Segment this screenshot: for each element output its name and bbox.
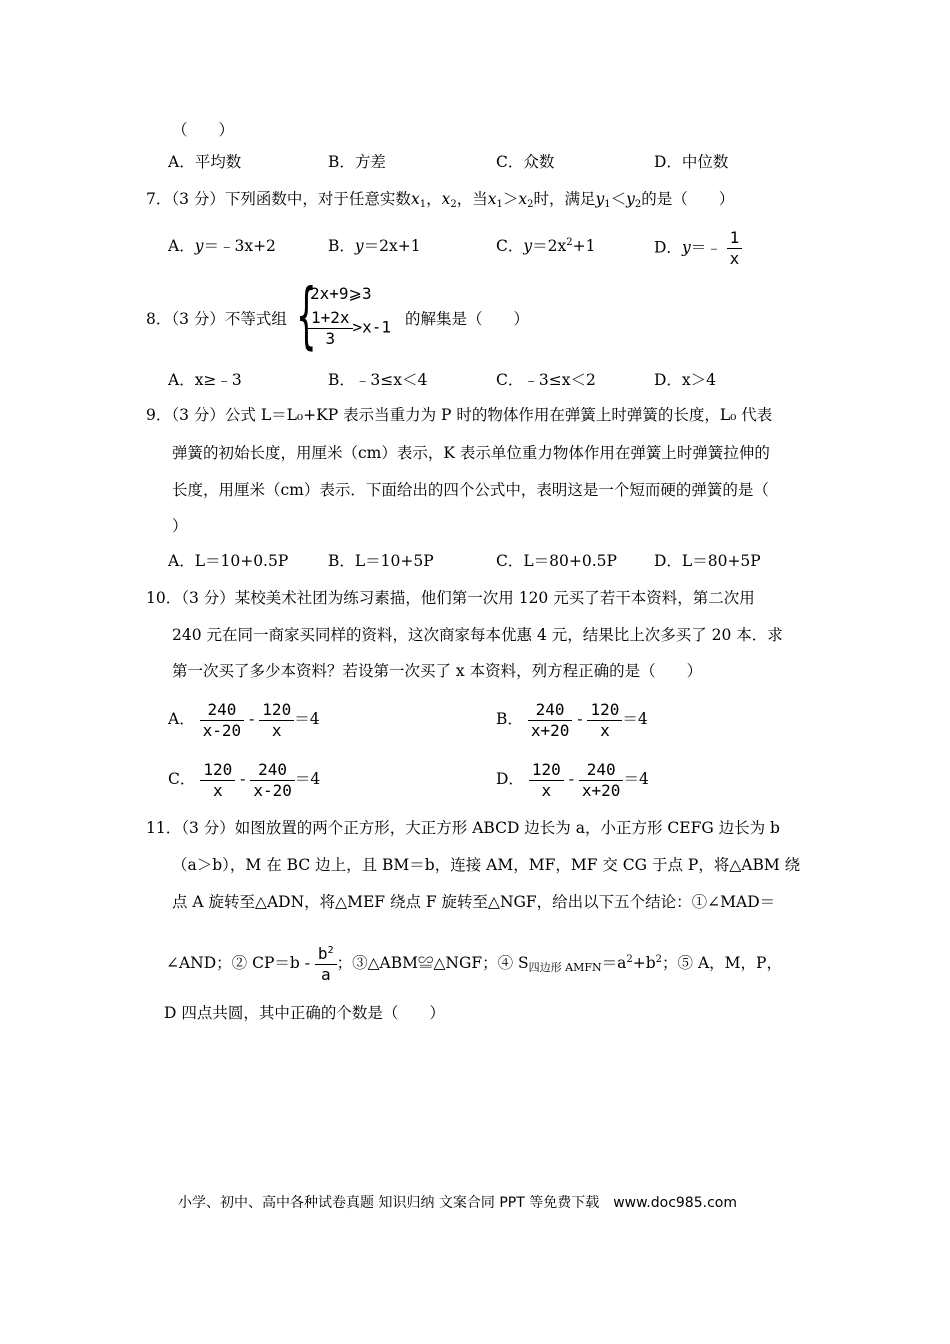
q8-option-d: D．x＞4 [654, 371, 717, 389]
q7-option-a [168, 236, 276, 256]
q11-line-2: （a＞b），M 在 BC 边上，且 BM＝b，连接 AM，MF，MF 交 CG 于点 P，将△ABM 绕 [172, 856, 801, 874]
numerator: 120 [529, 760, 564, 781]
q10-option-b [496, 698, 648, 741]
q7-option-c [496, 236, 595, 256]
fraction [315, 944, 337, 985]
minus: - [240, 770, 246, 788]
numerator: 120 [259, 700, 294, 721]
numerator: 240 [528, 700, 573, 721]
var-y: y [626, 190, 635, 208]
denominator: x+20 [581, 780, 621, 800]
q6-option-b: B．方差 [328, 153, 386, 171]
q7-option-d [654, 228, 742, 269]
denominator: x [271, 720, 282, 740]
q7-tail: 的是（ ） [641, 190, 735, 208]
q10-line-3: 第一次买了多少本资料？若设第一次买了 x 本资料，列方程正确的是（ ） [172, 662, 703, 680]
q10-line-2: 240 元在同一商家买同样的资料，这次商家每本优惠 4 元，结果比上次多买了 20 本．求 [172, 626, 783, 644]
var-x: x [410, 190, 420, 208]
superscript: 2 [655, 954, 663, 965]
q7-option-b [328, 236, 421, 256]
q11-line-4 [166, 938, 782, 988]
q11-line-5: D 四点共圆，其中正确的个数是（ ） [164, 1004, 445, 1022]
q10-option-c [168, 758, 320, 801]
q8-stem-start [146, 309, 287, 329]
q11-line-3: 点 A 旋转至△ADN，将△MEF 绕点 F 旋转至△NGF，给出以下五个结论：①∠MAD＝ [172, 893, 776, 911]
q8-text: 不等式组 [224, 310, 287, 328]
var-y: y [194, 237, 204, 255]
q8-inequality-2 [308, 308, 391, 349]
option-label: A． [168, 237, 195, 255]
q7-score: （3 分） [171, 190, 225, 208]
fraction [200, 700, 245, 741]
denominator: x+20 [530, 720, 570, 740]
option-label: B． [496, 710, 523, 728]
q7-then: 时，满足 [533, 190, 596, 208]
sub: 2 [634, 199, 642, 210]
denominator: 3 [325, 329, 336, 348]
q9-line-3: 长度，用厘米（cm）表示．下面给出的四个公式中，表明这是一个短而硬的弹簧的是（ [172, 481, 769, 499]
q9-option-d: D．L＝80+5P [654, 552, 761, 570]
fraction [200, 760, 235, 801]
option-label: B． [328, 237, 355, 255]
option-label: C． [168, 770, 196, 788]
sub: 1 [604, 199, 611, 210]
q8-tail: 的解集是（ ） [405, 310, 530, 328]
fraction [727, 228, 743, 269]
q8-option-a: A．x≥﹣3 [168, 371, 242, 389]
denominator: x [212, 780, 223, 800]
var-y: y [681, 238, 691, 257]
q10-number: 10． [146, 589, 182, 607]
numerator: 240 [250, 760, 295, 781]
q6-option-c: C．众数 [496, 153, 555, 171]
sub: 1 [496, 199, 503, 210]
q11-text: +b [632, 954, 656, 972]
minus: - [249, 710, 255, 728]
var-y: y [523, 237, 533, 255]
inequality-rest: >x-1 [352, 317, 392, 337]
var-x: x [441, 190, 451, 208]
q10-score: （3 分） [181, 589, 235, 607]
q11-text: ＝a [601, 954, 627, 972]
option-expr: ＝2x [532, 237, 567, 255]
q6-option-d: D．中位数 [654, 153, 729, 171]
fraction [528, 700, 573, 741]
q9-option-c: C．L＝80+0.5P [496, 552, 617, 570]
fraction [250, 760, 295, 801]
subscript: 四边形 AMFN [528, 961, 602, 974]
q8-option-b: B．﹣3≤x＜4 [328, 371, 428, 389]
numerator: 240 [200, 700, 245, 721]
option-label: D． [654, 238, 682, 257]
var-x: x [487, 190, 497, 208]
page-footer: 小学、初中、高中各种试卷真题 知识归纳 文案合同 PPT 等免费下载 www.doc985.com [178, 1195, 737, 1211]
q11-line-1 [146, 818, 780, 838]
q10-line-1 [146, 588, 755, 608]
fraction [529, 760, 564, 801]
numerator [315, 944, 337, 965]
q8-score: （3 分） [171, 310, 225, 328]
q7-stem [146, 189, 734, 209]
sub: 2 [450, 199, 457, 210]
option-expr: ＝﹣ [690, 238, 722, 257]
q6-paren: （ ） [172, 121, 235, 139]
brace-icon: { [296, 273, 317, 357]
comma: ， [426, 190, 442, 208]
q7-when: ，当 [456, 190, 488, 208]
denominator: x [600, 720, 610, 740]
sub: 2 [527, 199, 534, 210]
denominator: x [541, 780, 552, 800]
numerator: 1+2x [308, 308, 353, 329]
option-expr: ＝﹣3x+2 [203, 237, 276, 255]
superscript: 2 [566, 237, 573, 248]
option-label: D． [496, 770, 524, 788]
superscript: 2 [626, 954, 633, 965]
q9-line-2: 弹簧的初始长度，用厘米（cm）表示，K 表示单位重力物体作用在弹簧上时弹簧拉伸的 [172, 444, 770, 462]
q8-inequality-1: 2x+9⩾3 [310, 284, 372, 303]
denominator: x [729, 249, 740, 268]
q7-text: 下列函数中，对于任意实数 [224, 190, 411, 208]
fraction [308, 308, 353, 349]
lt: ＜ [610, 190, 627, 208]
q9-line-1 [146, 405, 772, 425]
q9-score: （3 分） [171, 406, 225, 424]
q10-text: 某校美术社团为练习素描，他们第一次用 120 元买了若干本资料，第二次用 [234, 589, 755, 607]
minus: - [568, 770, 574, 788]
fraction [259, 700, 294, 741]
fraction [587, 700, 622, 741]
var-x: x [518, 190, 528, 208]
q9-line-4: ） [172, 517, 188, 535]
q9-option-b: B．L＝10+5P [328, 552, 434, 570]
numerator: 240 [579, 760, 624, 781]
q8-option-c: C．﹣3≤x＜2 [496, 371, 596, 389]
var-y: y [595, 190, 605, 208]
q7-number: 7． [146, 190, 172, 208]
denominator: x-20 [202, 720, 242, 740]
q9-number: 9． [146, 406, 172, 424]
option-label: A． [168, 710, 195, 728]
equals-4: ＝4 [623, 770, 649, 788]
option-expr: ＝2x+1 [363, 237, 421, 255]
denominator: x-20 [253, 780, 292, 800]
q10-option-d [496, 758, 649, 801]
numerator: 1 [727, 228, 743, 249]
equals-4: ＝4 [622, 710, 648, 728]
q11-text: ∠AND；② CP＝b - [166, 954, 310, 972]
superscript: 2 [327, 944, 334, 956]
gt: ＞ [502, 190, 519, 208]
q11-text: ；③△ABM≌△NGF；④ S [336, 954, 529, 972]
numerator: 120 [200, 760, 235, 781]
q9-text: 公式 L＝L₀+KP 表示当重力为 P 时的物体作用在弹簧上时弹簧的长度，L₀ 代表 [224, 406, 773, 424]
q10-option-a [168, 698, 320, 741]
q11-text: 如图放置的两个正方形，大正方形 ABCD 边长为 a，小正方形 CEFG 边长为 b [234, 819, 780, 837]
equals-4: ＝4 [294, 770, 321, 788]
option-expr: +1 [572, 237, 596, 255]
sub: 1 [419, 199, 427, 210]
var-y: y [354, 237, 364, 255]
q6-option-a: A．平均数 [168, 153, 242, 171]
minus: - [577, 710, 583, 728]
fraction [579, 760, 624, 801]
q9-option-a: A．L＝10+0.5P [168, 552, 289, 570]
q8-number: 8． [146, 310, 172, 328]
option-label: C． [496, 237, 524, 255]
q11-number: 11． [146, 819, 182, 837]
equals-4: ＝4 [294, 710, 320, 728]
denominator: a [320, 964, 331, 984]
numerator-base: b [317, 943, 328, 963]
numerator: 120 [587, 700, 622, 721]
q11-text: ；⑤ A，M，P， [662, 954, 782, 972]
q11-score: （3 分） [181, 819, 235, 837]
